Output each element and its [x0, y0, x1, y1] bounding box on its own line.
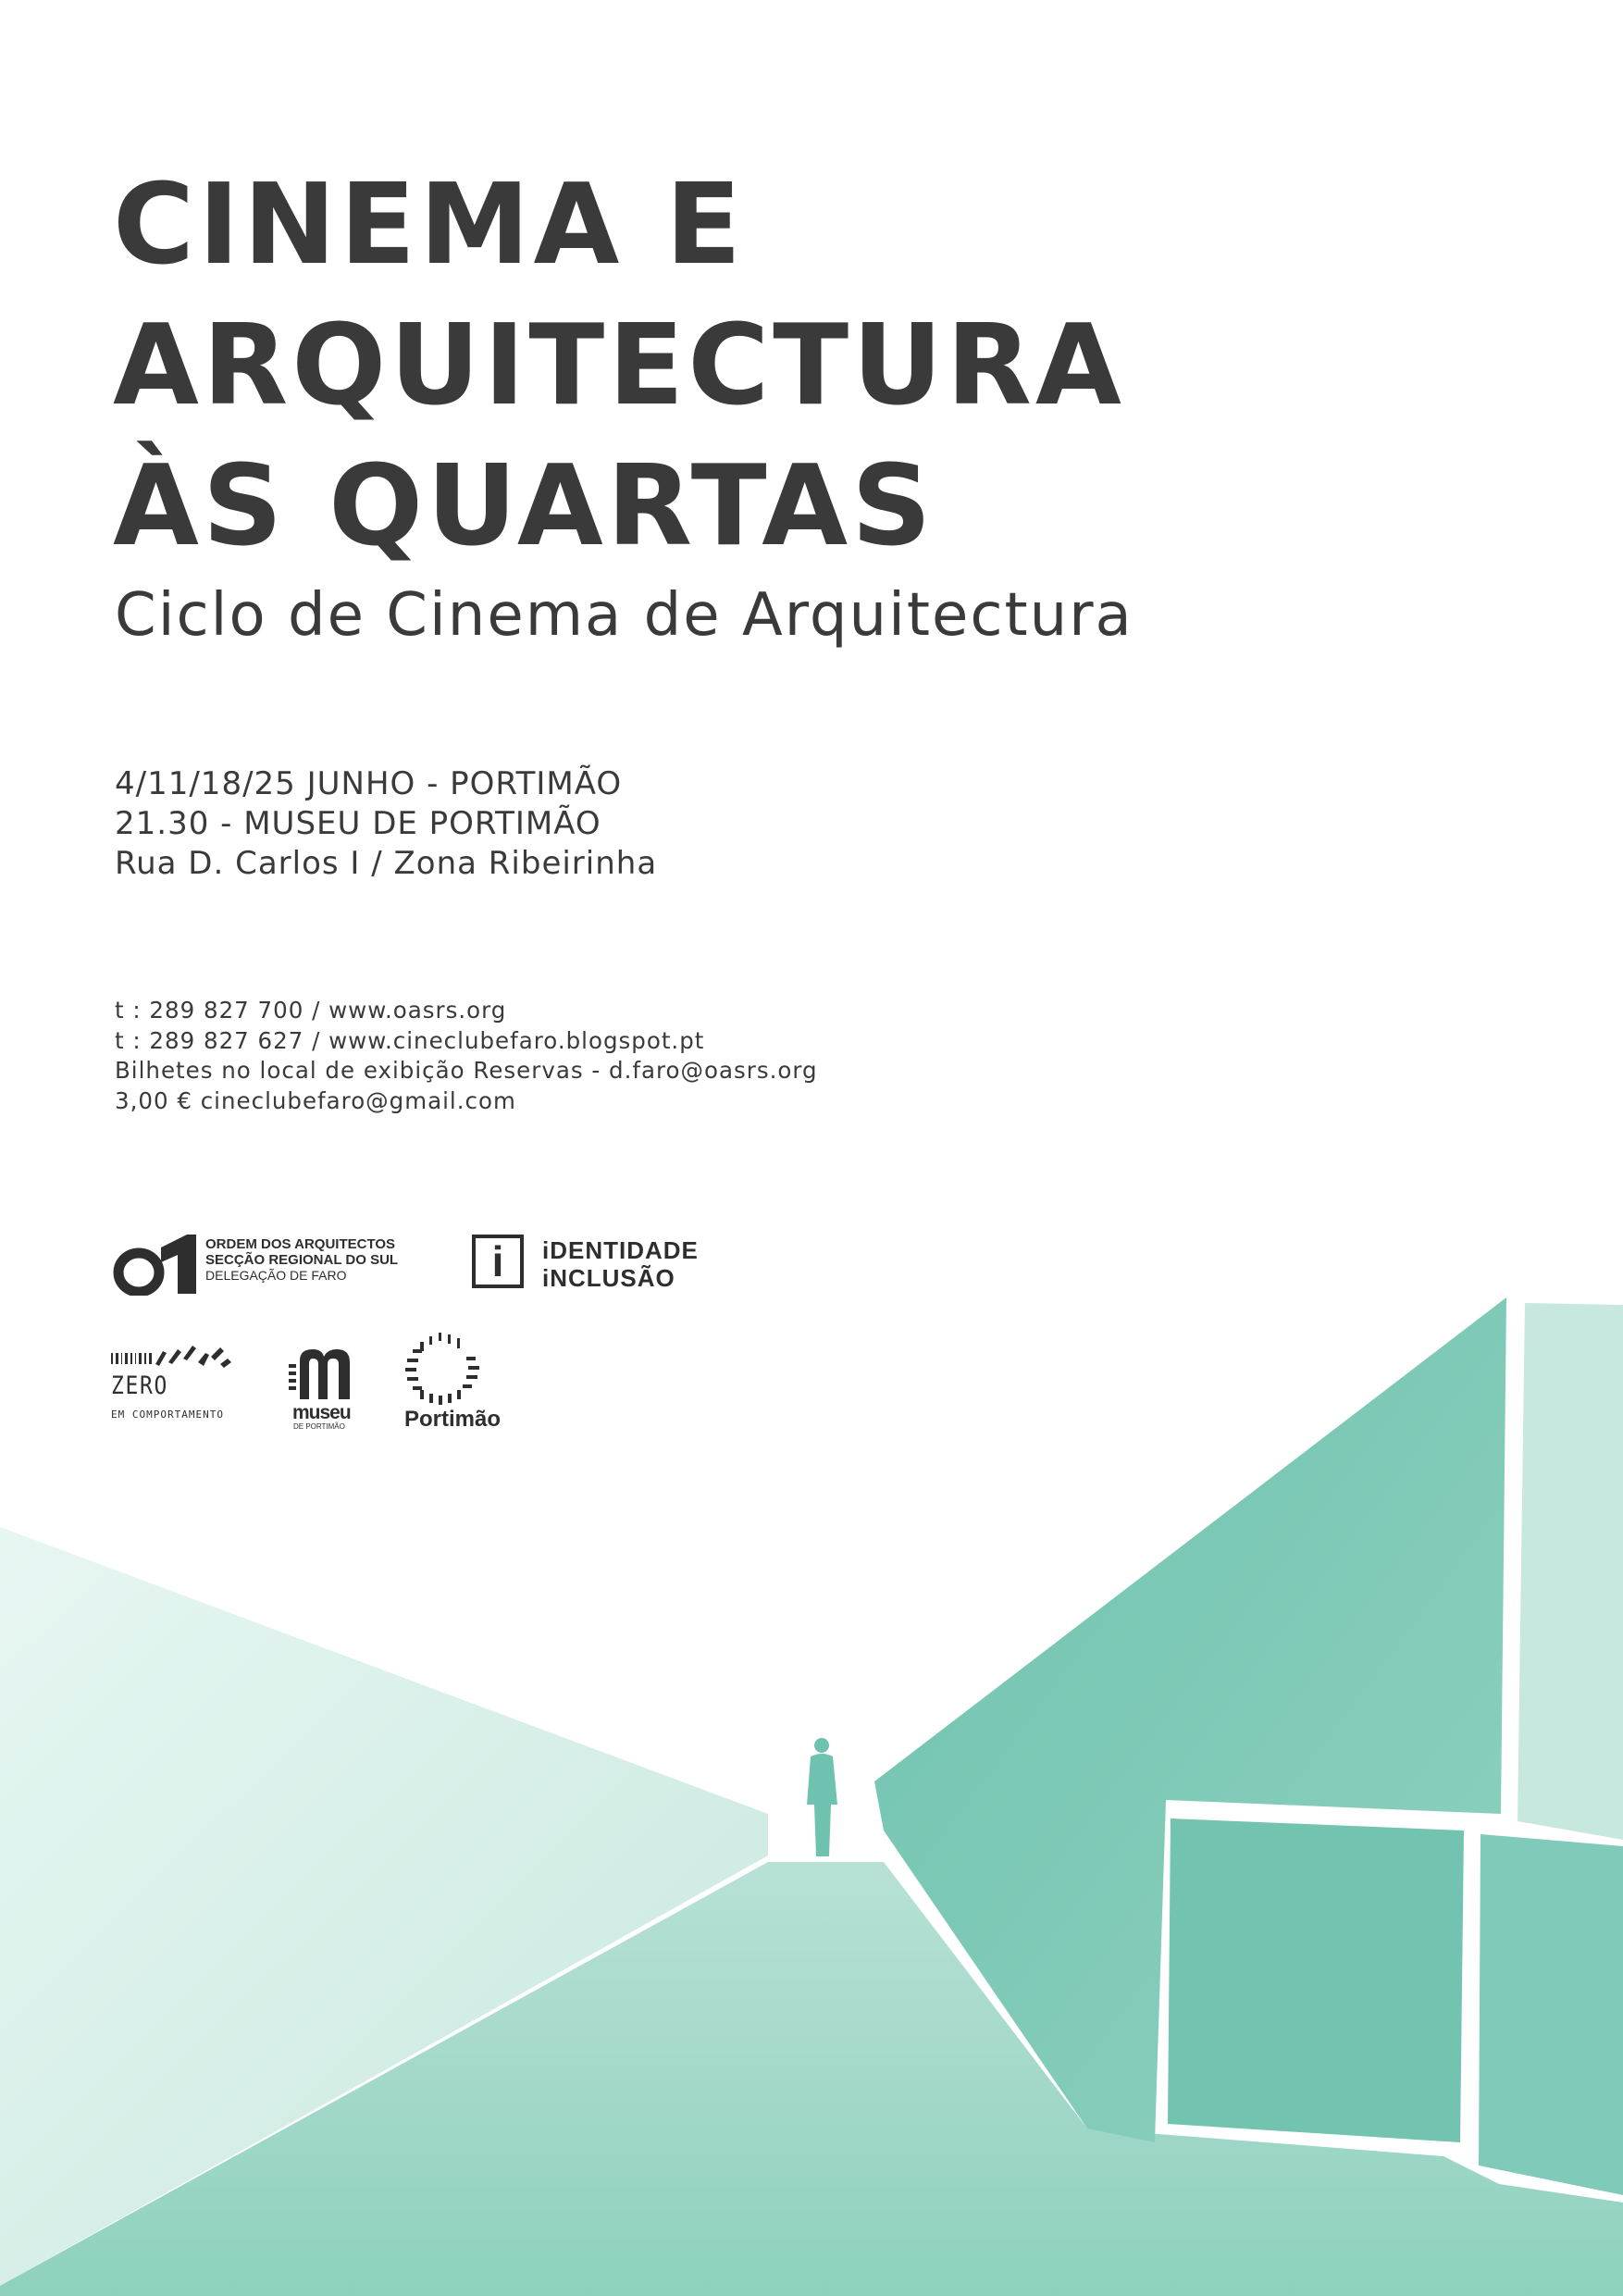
title-line-3: ÀS QUARTAS	[113, 442, 935, 571]
zero-subtitle: EM COMPORTAMENTO	[111, 1409, 224, 1421]
event-dates: 4/11/18/25 JUNHO - PORTIMÃO	[115, 765, 623, 802]
museu-word: museu	[292, 1402, 351, 1423]
portimao-word: Portimão	[404, 1407, 502, 1432]
poster-subtitle: Ciclo de Cinema de Arquitectura	[115, 581, 1134, 650]
title-line-1: CINEMA E	[113, 161, 746, 290]
window-pane-right	[1479, 1834, 1623, 2195]
oa-line-1: ORDEM DOS ARQUITECTOS	[205, 1236, 396, 1252]
contact-line-2: t : 289 827 627 / www.cineclubefaro.blogspot.pt	[115, 1026, 705, 1054]
window-pane-left	[1168, 1818, 1464, 2142]
person-silhouette-icon	[807, 1738, 837, 1856]
contact-line-1: t : 289 827 700 / www.oasrs.org	[115, 997, 507, 1024]
event-address: Rua D. Carlos I / Zona Ribeirinha	[115, 845, 658, 882]
contact-line-3: Bilhetes no local de exibição Reservas - d.faro@oasrs.org	[115, 1057, 818, 1084]
contact-line-4: 3,00 € cineclubefaro@gmail.com	[115, 1086, 516, 1114]
identidade-line-2: iNCLUSÃO	[542, 1264, 675, 1292]
far-right-pane-shape	[1518, 1303, 1623, 1840]
oa-line-2: SECÇÃO REGIONAL DO SUL	[205, 1252, 399, 1268]
title-line-2: ARQUITECTURA	[113, 302, 1125, 430]
identidade-line-1: iDENTIDADE	[542, 1236, 699, 1264]
museu-subtitle: DE PORTIMÃO	[293, 1422, 345, 1431]
info-box-icon: i	[472, 1235, 524, 1288]
oa-line-3: DELEGAÇÃO DE FARO	[205, 1268, 347, 1283]
zero-word: ZERO	[111, 1371, 169, 1400]
event-time-venue: 21.30 - MUSEU DE PORTIMÃO	[115, 805, 601, 842]
